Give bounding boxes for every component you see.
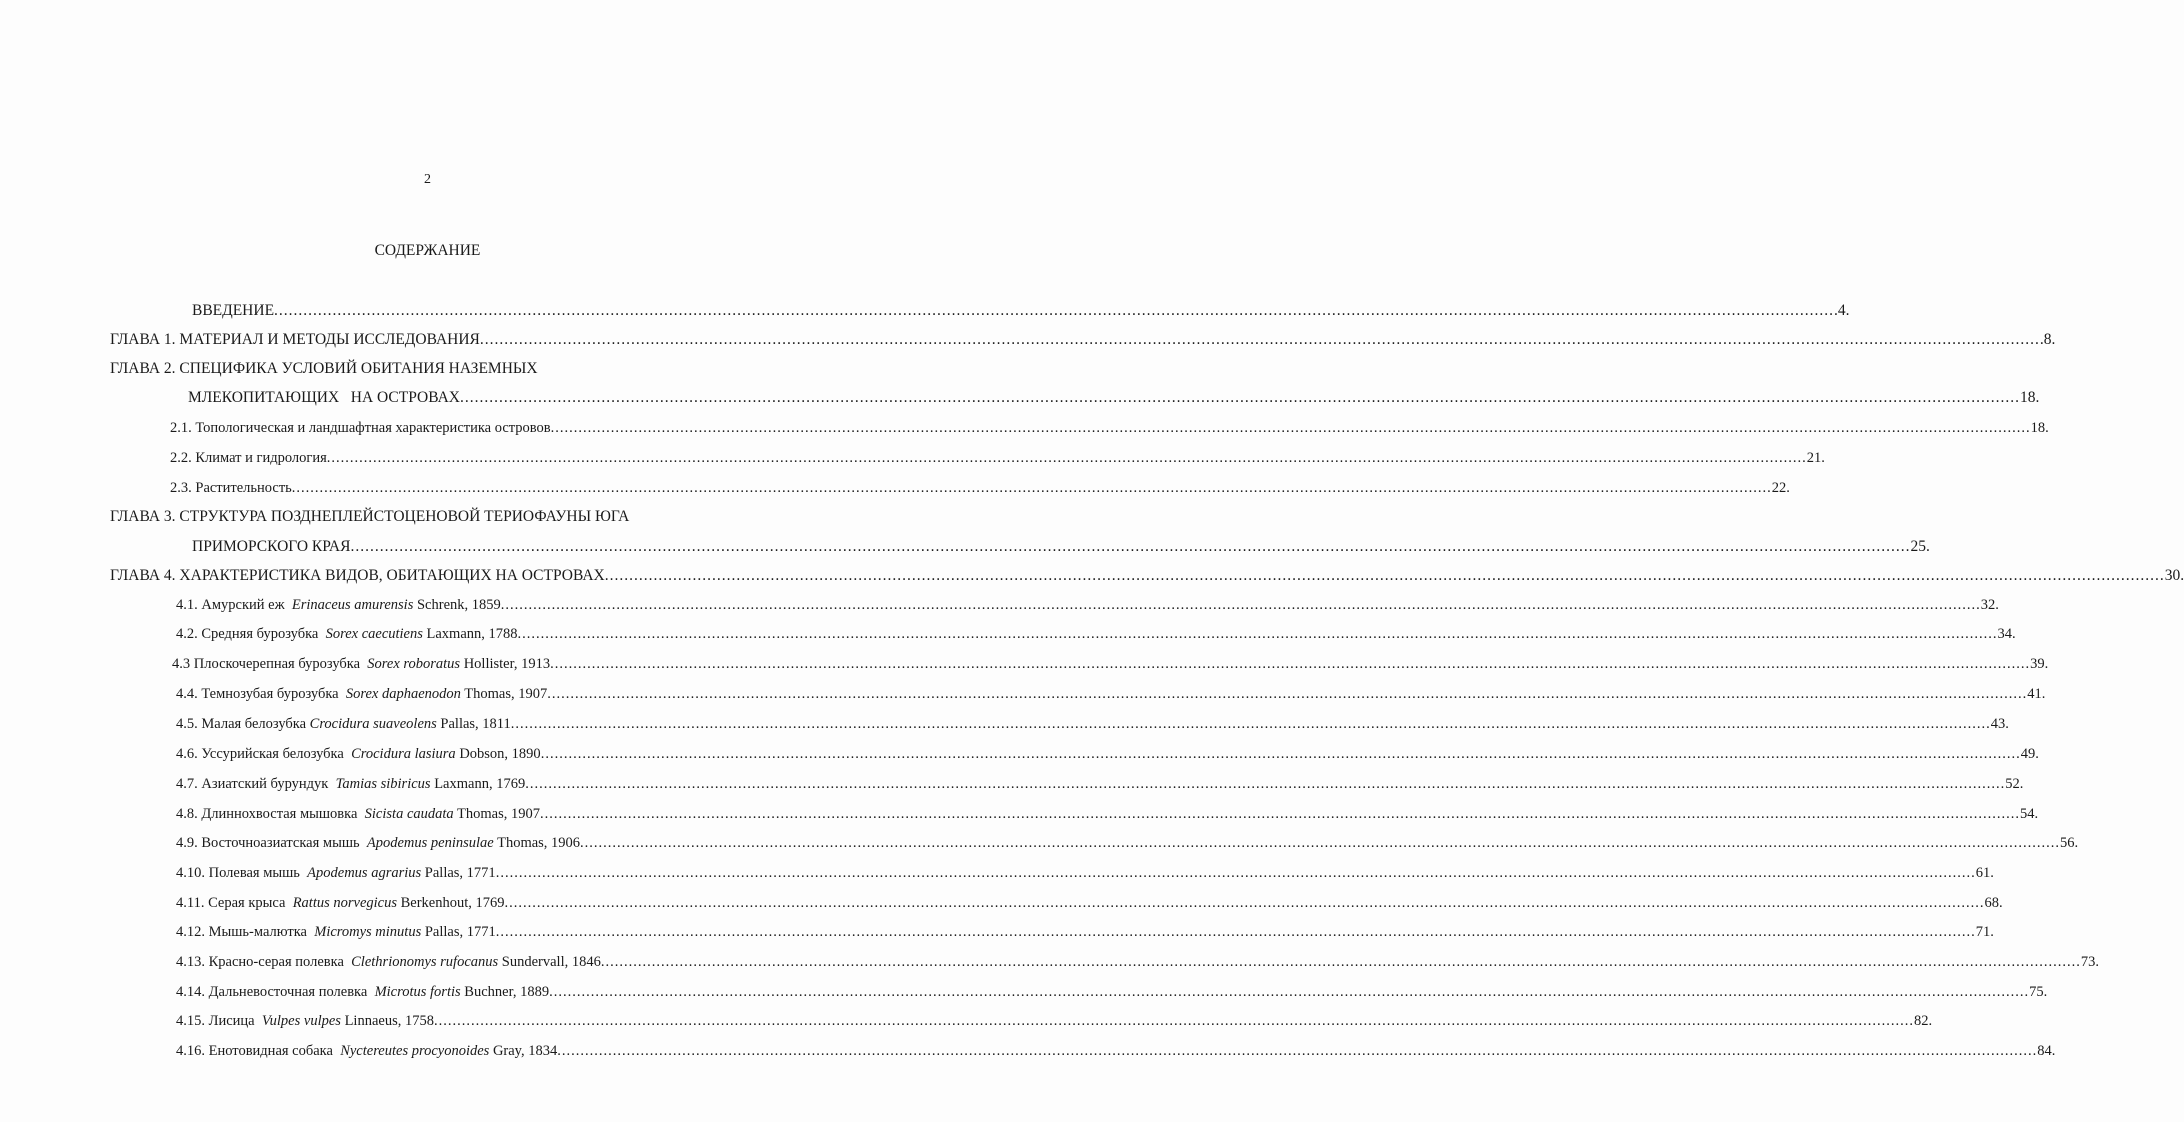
toc-entry-chapter-3: ГЛАВА 3. СТРУКТУРА ПОЗДНЕПЛЕЙСТОЦЕНОВОЙ ТЕРИОФАУНЫ ЮГА: [110, 508, 630, 525]
toc-entry-chapter-1: ГЛАВА 1. МАТЕРИАЛ И МЕТОДЫ ИССЛЕДОВАНИЯ ................................................................................................................................................................................................................................................................................................................................ .8.: [110, 331, 2056, 348]
toc-entry-section-4-11: 4.11. Серая крыса Rattus norvegicus Berkenhout, 1769 ................................................................................................................................................................................................................................................................................................................................ 68.: [176, 895, 2003, 911]
toc-entry-section-4-10: 4.10. Полевая мышь Apodemus agrarius Pallas, 1771 ................................................................................................................................................................................................................................................................................................................................ 61.: [176, 865, 1994, 881]
toc-entry-section-4-1: 4.1. Амурский еж Erinaceus amurensis Schrenk, 1859 ................................................................................................................................................................................................................................................................................................................................ 32.: [176, 597, 1999, 613]
toc-entry-section-4-9: 4.9. Восточноазиатская мышь Apodemus peninsulae Thomas, 1906 ................................................................................................................................................................................................................................................................................................................................ 56.: [176, 835, 2079, 851]
toc-entry-section-4-16: 4.16. Енотовидная собака Nyctereutes procyonoides Gray, 1834 ................................................................................................................................................................................................................................................................................................................................ 84.: [176, 1043, 2056, 1059]
toc-title: СОДЕРЖАНИЕ: [374, 242, 481, 259]
toc-entry-section-2-3: 2.3. Растительность ................................................................................................................................................................................................................................................................................................................................ 22.: [170, 480, 1790, 496]
toc-entry-section-4-2: 4.2. Средняя бурозубка Sorex caecutiens Laxmann, 1788 ................................................................................................................................................................................................................................................................................................................................ 34.: [176, 626, 2016, 642]
page-number: 2: [424, 172, 431, 187]
toc-entry-chapter-4: ГЛАВА 4. ХАРАКТЕРИСТИКА ВИДОВ, ОБИТАЮЩИХ НА ОСТРОВАХ ................................................................................................................................................................................................................................................................................................................................ 30.: [110, 567, 2184, 584]
toc-entry-section-4-6: 4.6. Уссурийская белозубка Crocidura lasiura Dobson, 1890 ................................................................................................................................................................................................................................................................................................................................ 49.: [176, 746, 2039, 762]
toc-entry-chapter-3-cont: ПРИМОРСКОГО КРАЯ ................................................................................................................................................................................................................................................................................................................................ 25.: [192, 538, 1930, 555]
toc-entry-section-2-2: 2.2. Климат и гидрология ................................................................................................................................................................................................................................................................................................................................ 21.: [170, 450, 1825, 466]
toc-entry-section-4-4: 4.4. Темнозубая бурозубка Sorex daphaenodon Thomas, 1907 ................................................................................................................................................................................................................................................................................................................................ 41.: [176, 686, 2046, 702]
toc-entry-introduction: ВВЕДЕНИЕ ................................................................................................................................................................................................................................................................................................................................ .4.: [192, 302, 1850, 319]
toc-entry-section-4-14: 4.14. Дальневосточная полевка Microtus fortis Buchner, 1889 ................................................................................................................................................................................................................................................................................................................................ 75.: [176, 984, 2048, 1000]
toc-entry-section-4-13: 4.13. Красно-серая полевка Clethrionomys rufocanus Sundervall, 1846 ................................................................................................................................................................................................................................................................................................................................ 73.: [176, 954, 2099, 970]
toc-entry-section-4-12: 4.12. Мышь-малютка Micromys minutus Pallas, 1771 ................................................................................................................................................................................................................................................................................................................................ 71.: [176, 924, 1994, 940]
toc-entry-section-4-8: 4.8. Длиннохвостая мышовка Sicista caudata Thomas, 1907 ................................................................................................................................................................................................................................................................................................................................ 54.: [176, 806, 2039, 822]
toc-entry-section-4-5: 4.5. Малая белозубка Crocidura suaveolens Pallas, 1811 ................................................................................................................................................................................................................................................................................................................................ 43.: [176, 716, 2009, 732]
toc-entry-section-4-3: 4.3 Плоскочерепная бурозубка Sorex roboratus Hollister, 1913 ................................................................................................................................................................................................................................................................................................................................ 39.: [172, 656, 2049, 672]
toc-entry-section-2-1: 2.1. Топологическая и ландшафтная характеристика островов ................................................................................................................................................................................................................................................................................................................................ 18.: [170, 420, 2049, 436]
toc-entry-section-4-7: 4.7. Азиатский бурундук Tamias sibiricus Laxmann, 1769 ................................................................................................................................................................................................................................................................................................................................ 52.: [176, 776, 2024, 792]
toc-entry-chapter-2-cont: МЛЕКОПИТАЮЩИХ НА ОСТРОВАХ ................................................................................................................................................................................................................................................................................................................................ 18.: [188, 389, 2040, 406]
toc-entry-section-4-15: 4.15. Лисица Vulpes vulpes Linnaeus, 1758 ................................................................................................................................................................................................................................................................................................................................ 82.: [176, 1013, 1933, 1029]
toc-entry-chapter-2: ГЛАВА 2. СПЕЦИФИКА УСЛОВИЙ ОБИТАНИЯ НАЗЕМНЫХ: [110, 360, 538, 377]
